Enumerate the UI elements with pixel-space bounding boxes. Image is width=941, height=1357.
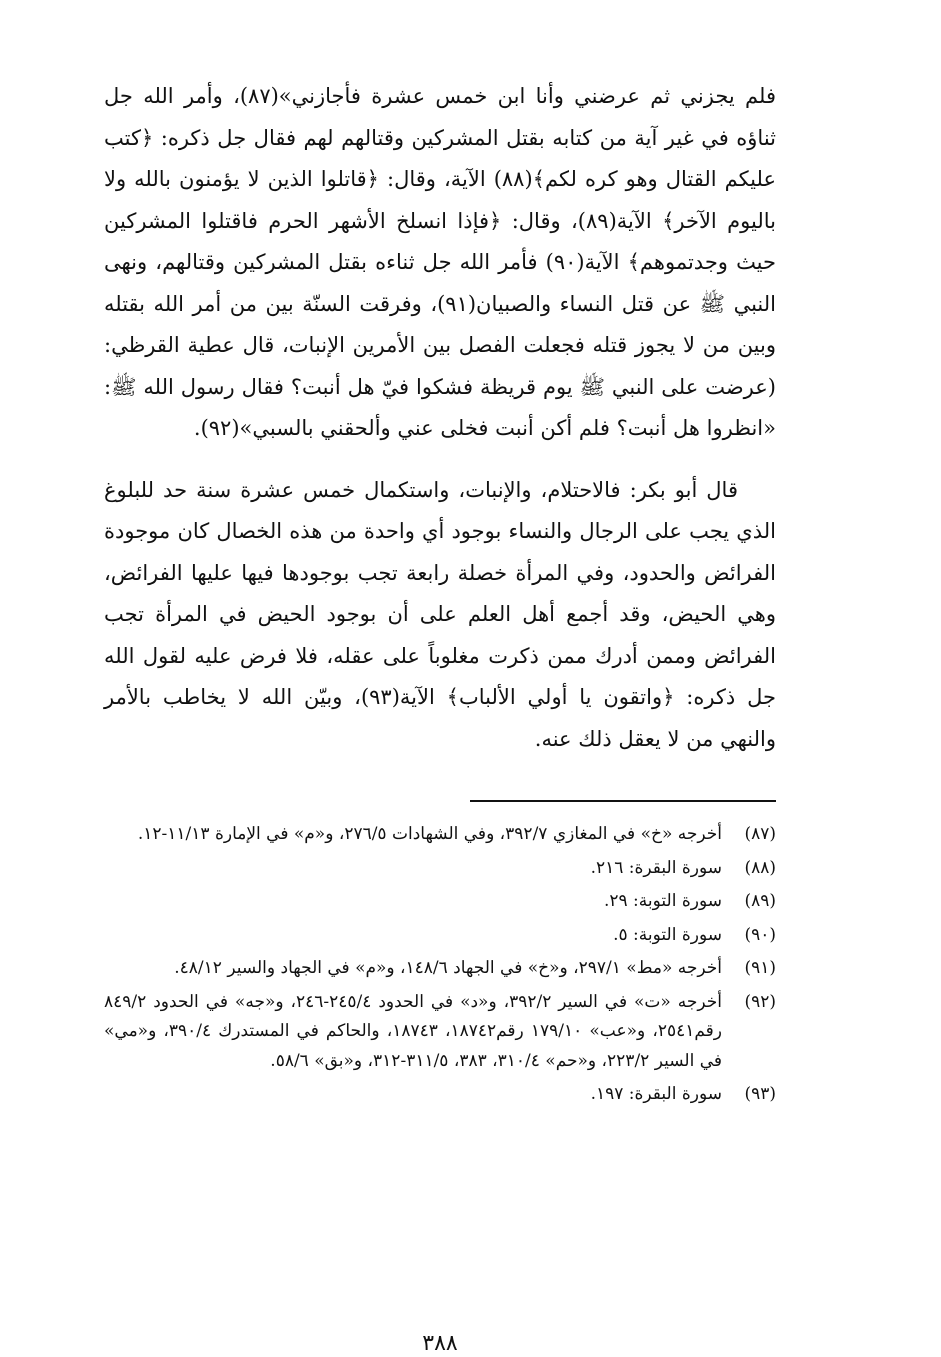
- footnotes: [104, 820, 776, 1110]
- footnote-number: (٩١): [744, 958, 776, 978]
- footnote-91: [104, 954, 776, 984]
- footnote-number: (٩٢): [744, 991, 776, 1012]
- footnote-text: أخرجه «ت» في السير ٣٩٢/٢، و«د» في الحدود ٢٤٥/٤-٢٤٦، و«جه» في الحدود ٨٤٩/٢ رقم٢٥٤١، و«عب» ١٧٩/١٠ رقم١٨٧٤٢، ١٨٧٤٣، والحاكم في المستدرك ٣٩٠/٤، و«مي» في السير ٢٢٣/٢، و«حم» ٣١٠/٤، ٣٨٣، ٣١١/٥-٣١٢، و«بق» ٥٨/٦.: [104, 991, 722, 1071]
- footnote-text: سورة التوبة: ٥.: [613, 924, 722, 945]
- body-paragraph-2: قال أبو بكر: فالاحتلام، والإنبات، واستكمال خمس عشرة سنة حد للبلوغ الذي يجب على الرجال والنساء بوجود أي واحدة من هذه الخصال كان موجودة الفرائض والحدود، وفي المرأة خصلة رابعة تجب بوجودها فيها عليها الفرائض، وهي الحيض، وقد أجمع أهل العلم على أن بوجود الحيض في المرأة تجب الفرائض وممن أدرك ممن ذكرت مغلوباً على عقله، فلا فرض عليه لقول الله جل ذكره: ﴿واتقون يا أولي الألباب﴾ الآية(٩٣)، وبيّن الله لا يخاطب بالأمر والنهي من لا يعقل ذلك عنه.: [104, 477, 777, 751]
- footnote-number: (٨٩): [744, 891, 776, 911]
- footnote-separator: [470, 800, 776, 802]
- body-paragraph-1: فلم يجزني ثم عرضني وأنا ابن خمس عشرة فأجازني»(٨٧)، وأمر الله جل ثناؤه في غير آية من كتابه بقتل المشركين وقتالهم لهم فقال جل ذكره: ﴿كتب عليكم القتال وهو كره لكم﴾(٨٨) الآية، وقال: ﴿قاتلوا الذين لا يؤمنون بالله ولا باليوم الآخر﴾ الآية(٨٩)، وقال: ﴿فإذا انسلخ الأشهر الحرم فاقتلوا المشركين حيث وجدتموهم﴾ الآية(٩٠) فأمر الله جل ثناءه بقتل المشركين وقتالهم، ونهى النبي ﷺ عن قتل النساء والصبيان(٩١)، وفرقت السنّة بين من أمر الله بقتله وبين من لا يجوز قتله فجعلت الفصل بين الأمرين الإنبات، قال عطية القرظي: (عرضت على النبي ﷺ يوم قريظة فشكوا فيّ هل أنبت؟ فقال رسول الله ﷺ: «انظروا هل أنبت؟ فلم أكن أنبت فخلى عني وألحقني بالسبي»(٩٢).: [104, 84, 777, 440]
- footnote-text: سورة البقرة: ١٩٧.: [590, 1084, 722, 1104]
- footnote-text: سورة التوبة: ٢٩.: [603, 891, 722, 911]
- footnote-text: أخرجه «خ» في المغازي ٣٩٢/٧، وفي الشهادات ٢٧٦/٥، و«م» في الإمارة ١١/١٣-١٢.: [137, 824, 722, 844]
- footnote-87: [104, 820, 776, 850]
- footnote-92: [104, 988, 776, 1077]
- page-number: ٣٨٨: [422, 1331, 458, 1356]
- book-page: [104, 76, 777, 1356]
- footnote-number: (٨٨): [744, 857, 776, 878]
- footnote-text: أخرجه «مط» ٢٩٧/١، و«خ» في الجهاد ١٤٨/٦، و«م» في الجهاد والسير ٤٨/١٢.: [174, 958, 722, 978]
- footnote-88: [104, 854, 776, 884]
- footnote-number: (٨٧): [744, 824, 776, 844]
- footnote-90: [104, 921, 776, 951]
- footnote-number: (٩٣): [744, 1084, 776, 1104]
- footnote-89: [104, 887, 776, 917]
- footnote-93: [104, 1080, 776, 1110]
- footnote-text: سورة البقرة: ٢١٦.: [590, 857, 722, 878]
- footnote-number: (٩٠): [744, 924, 776, 945]
